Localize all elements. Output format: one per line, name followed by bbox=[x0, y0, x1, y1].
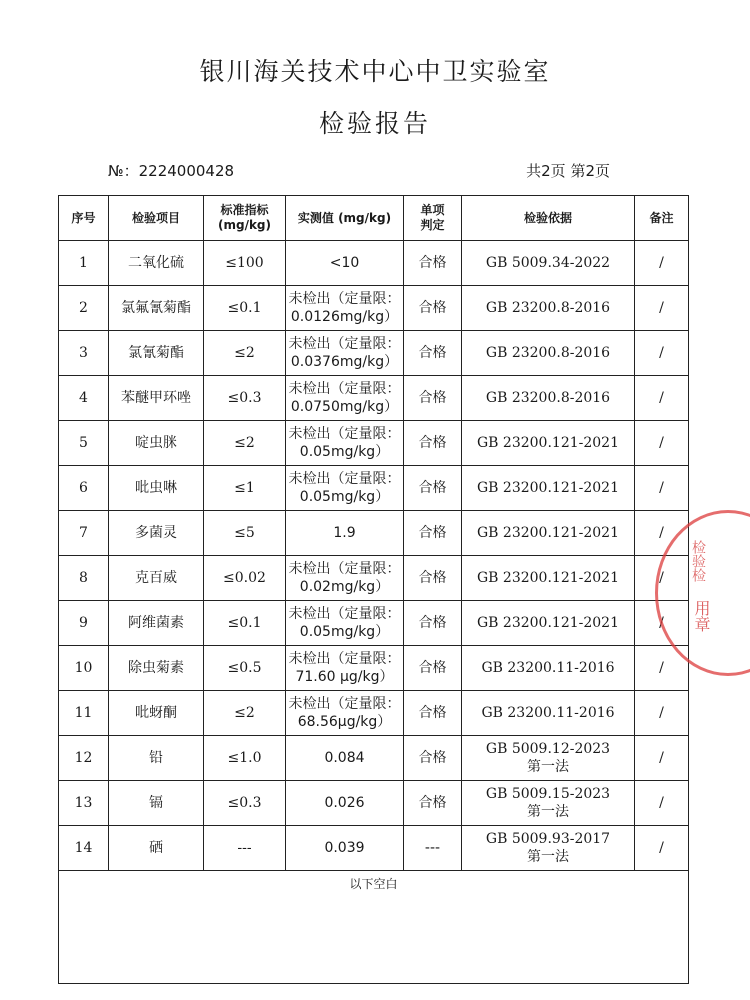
cell-measured: 未检出（定量限： 0.02mg/kg） bbox=[286, 556, 404, 601]
footer-note: 以下空白 bbox=[59, 871, 689, 984]
table-row bbox=[59, 691, 689, 736]
table-row bbox=[59, 826, 689, 871]
cell-standard: ≤2 bbox=[204, 421, 286, 466]
col-header-standard: 标准指标 (mg/kg) bbox=[204, 196, 286, 241]
cell-remark: / bbox=[635, 466, 689, 511]
col-header-item: 检验项目 bbox=[109, 196, 204, 241]
cell-no: 14 bbox=[59, 826, 109, 871]
cell-remark: / bbox=[635, 736, 689, 781]
blank-row bbox=[59, 871, 689, 984]
cell-no: 5 bbox=[59, 421, 109, 466]
cell-judgment: --- bbox=[404, 826, 462, 871]
table-body bbox=[59, 241, 689, 871]
cell-standard: ≤0.02 bbox=[204, 556, 286, 601]
cell-item: 克百威 bbox=[109, 556, 204, 601]
cell-basis: GB 23200.121-2021 bbox=[462, 511, 635, 556]
cell-judgment: 合格 bbox=[404, 376, 462, 421]
cell-basis: GB 23200.121-2021 bbox=[462, 421, 635, 466]
cell-item: 多菌灵 bbox=[109, 511, 204, 556]
cell-remark: / bbox=[635, 601, 689, 646]
table-row bbox=[59, 736, 689, 781]
cell-item: 氯氟氰菊酯 bbox=[109, 286, 204, 331]
cell-judgment: 合格 bbox=[404, 421, 462, 466]
table-row bbox=[59, 376, 689, 421]
cell-judgment: 合格 bbox=[404, 286, 462, 331]
cell-remark: / bbox=[635, 286, 689, 331]
col-header-measured: 实测值 (mg/kg) bbox=[286, 196, 404, 241]
cell-item: 硒 bbox=[109, 826, 204, 871]
cell-item: 吡蚜酮 bbox=[109, 691, 204, 736]
cell-item: 吡虫啉 bbox=[109, 466, 204, 511]
cell-standard: ≤2 bbox=[204, 331, 286, 376]
cell-basis: GB 23200.8-2016 bbox=[462, 286, 635, 331]
cell-no: 11 bbox=[59, 691, 109, 736]
report-number: №：2224000428 bbox=[108, 162, 235, 180]
page-info: 共2页 第2页 bbox=[526, 162, 610, 180]
cell-remark: / bbox=[635, 376, 689, 421]
cell-remark: / bbox=[635, 556, 689, 601]
cell-item: 苯醚甲环唑 bbox=[109, 376, 204, 421]
cell-measured: 未检出（定量限： 71.60 μg/kg） bbox=[286, 646, 404, 691]
table-row bbox=[59, 241, 689, 286]
cell-no: 7 bbox=[59, 511, 109, 556]
cell-standard: ≤100 bbox=[204, 241, 286, 286]
cell-no: 10 bbox=[59, 646, 109, 691]
table-row bbox=[59, 601, 689, 646]
cell-remark: / bbox=[635, 331, 689, 376]
col-header-no: 序号 bbox=[59, 196, 109, 241]
cell-no: 4 bbox=[59, 376, 109, 421]
cell-item: 阿维菌素 bbox=[109, 601, 204, 646]
cell-judgment: 合格 bbox=[404, 511, 462, 556]
cell-basis: GB 23200.11-2016 bbox=[462, 691, 635, 736]
cell-item: 二氧化硫 bbox=[109, 241, 204, 286]
cell-basis: GB 23200.8-2016 bbox=[462, 376, 635, 421]
cell-remark: / bbox=[635, 826, 689, 871]
cell-standard: --- bbox=[204, 826, 286, 871]
table-header-row bbox=[59, 196, 689, 241]
cell-measured: 1.9 bbox=[286, 511, 404, 556]
cell-item: 氯氰菊酯 bbox=[109, 331, 204, 376]
cell-remark: / bbox=[635, 781, 689, 826]
cell-item: 铅 bbox=[109, 736, 204, 781]
cell-standard: ≤0.1 bbox=[204, 601, 286, 646]
cell-judgment: 合格 bbox=[404, 466, 462, 511]
cell-no: 9 bbox=[59, 601, 109, 646]
stamp-text-top: 检验检 bbox=[690, 540, 706, 582]
cell-basis: GB 23200.11-2016 bbox=[462, 646, 635, 691]
cell-judgment: 合格 bbox=[404, 736, 462, 781]
cell-basis: GB 5009.15-2023 第一法 bbox=[462, 781, 635, 826]
cell-item: 镉 bbox=[109, 781, 204, 826]
cell-judgment: 合格 bbox=[404, 781, 462, 826]
table-row bbox=[59, 421, 689, 466]
cell-measured: 未检出（定量限： 0.0126mg/kg） bbox=[286, 286, 404, 331]
cell-remark: / bbox=[635, 421, 689, 466]
cell-no: 2 bbox=[59, 286, 109, 331]
cell-remark: / bbox=[635, 691, 689, 736]
cell-judgment: 合格 bbox=[404, 646, 462, 691]
cell-standard: ≤0.5 bbox=[204, 646, 286, 691]
cell-remark: / bbox=[635, 511, 689, 556]
cell-basis: GB 23200.121-2021 bbox=[462, 466, 635, 511]
cell-no: 6 bbox=[59, 466, 109, 511]
cell-standard: ≤5 bbox=[204, 511, 286, 556]
cell-standard: ≤0.1 bbox=[204, 286, 286, 331]
table-row bbox=[59, 511, 689, 556]
results-table bbox=[58, 195, 689, 984]
cell-no: 12 bbox=[59, 736, 109, 781]
institution-title: 银川海关技术中心中卫实验室 bbox=[199, 57, 551, 86]
cell-measured: 0.084 bbox=[286, 736, 404, 781]
table-row bbox=[59, 781, 689, 826]
cell-standard: ≤2 bbox=[204, 691, 286, 736]
cell-measured: 未检出（定量限： 0.0750mg/kg） bbox=[286, 376, 404, 421]
cell-measured: 0.039 bbox=[286, 826, 404, 871]
cell-item: 啶虫脒 bbox=[109, 421, 204, 466]
cell-standard: ≤0.3 bbox=[204, 781, 286, 826]
cell-measured: 未检出（定量限： 68.56μg/kg） bbox=[286, 691, 404, 736]
cell-judgment: 合格 bbox=[404, 331, 462, 376]
cell-measured: 未检出（定量限： 0.05mg/kg） bbox=[286, 601, 404, 646]
cell-basis: GB 23200.121-2021 bbox=[462, 556, 635, 601]
stamp-text-bottom: 用章 bbox=[692, 600, 711, 632]
cell-judgment: 合格 bbox=[404, 241, 462, 286]
cell-standard: ≤0.3 bbox=[204, 376, 286, 421]
cell-measured: <10 bbox=[286, 241, 404, 286]
cell-standard: ≤1.0 bbox=[204, 736, 286, 781]
col-header-basis: 检验依据 bbox=[462, 196, 635, 241]
col-header-judgment: 单项 判定 bbox=[404, 196, 462, 241]
cell-no: 3 bbox=[59, 331, 109, 376]
cell-remark: / bbox=[635, 646, 689, 691]
cell-standard: ≤1 bbox=[204, 466, 286, 511]
cell-judgment: 合格 bbox=[404, 601, 462, 646]
cell-measured: 0.026 bbox=[286, 781, 404, 826]
cell-no: 1 bbox=[59, 241, 109, 286]
table-row bbox=[59, 556, 689, 601]
cell-measured: 未检出（定量限： 0.05mg/kg） bbox=[286, 466, 404, 511]
cell-basis: GB 5009.93-2017 第一法 bbox=[462, 826, 635, 871]
cell-measured: 未检出（定量限： 0.05mg/kg） bbox=[286, 421, 404, 466]
cell-basis: GB 5009.34-2022 bbox=[462, 241, 635, 286]
cell-measured: 未检出（定量限： 0.0376mg/kg） bbox=[286, 331, 404, 376]
table-row bbox=[59, 286, 689, 331]
report-title: 检验报告 bbox=[318, 109, 431, 138]
cell-judgment: 合格 bbox=[404, 691, 462, 736]
table-row bbox=[59, 466, 689, 511]
cell-basis: GB 5009.12-2023 第一法 bbox=[462, 736, 635, 781]
cell-basis: GB 23200.121-2021 bbox=[462, 601, 635, 646]
col-header-remark: 备注 bbox=[635, 196, 689, 241]
cell-judgment: 合格 bbox=[404, 556, 462, 601]
table-row bbox=[59, 331, 689, 376]
table-row bbox=[59, 646, 689, 691]
cell-no: 13 bbox=[59, 781, 109, 826]
cell-no: 8 bbox=[59, 556, 109, 601]
cell-basis: GB 23200.8-2016 bbox=[462, 331, 635, 376]
cell-item: 除虫菊素 bbox=[109, 646, 204, 691]
cell-remark: / bbox=[635, 241, 689, 286]
